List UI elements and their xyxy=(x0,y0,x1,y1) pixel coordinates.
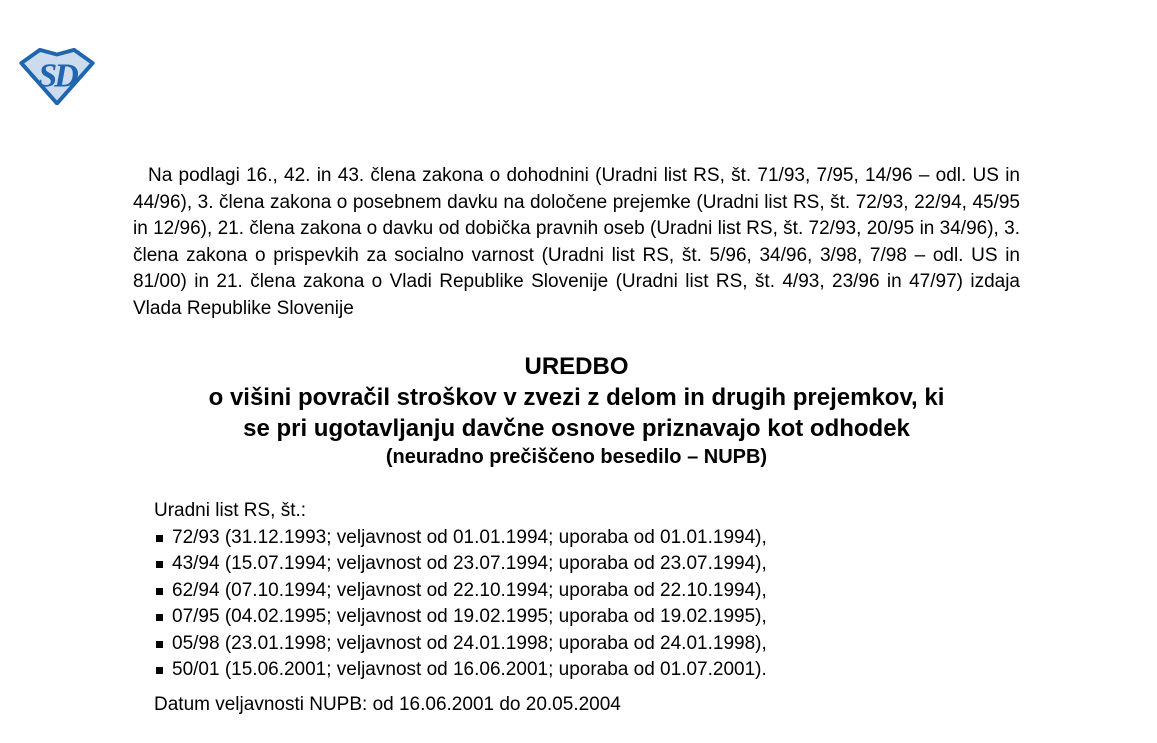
gazette-item xyxy=(154,525,1020,552)
gazette-item xyxy=(154,631,1020,658)
gazette-item-text: 43/94 (15.07.1994; veljavnost od 23.07.1994; uporaba od 23.07.1994), xyxy=(172,553,767,574)
sd-logo-graphic xyxy=(18,46,96,105)
title-block xyxy=(133,351,1020,471)
legal-basis-paragraph: Na podlagi 16., 42. in 43. člena zakona o dohodnini (Uradni list RS, št. 71/93, 7/95, 14/96 – odl. US in 44/96), 3. člena zakona o posebnem davku na določene prejemke (Uradni list RS, št. 72/93, 22/94, 45/95 in 12/96), 21. člena zakona o davku od dobička pravnih oseb (Uradni list RS, št. 72/93, 20/95 in 34/96), 3. člena zakona o prispevkih za socialno varnost (Uradni list RS, št. 5/96, 34/96, 3/98, 7/98 – odl. US in 81/00) in 21. člena zakona o Vladi Republike Slovenije (Uradni list RS, št. 4/93, 23/96 in 47/97) izdaja Vlada Republike Slovenije xyxy=(133,165,1020,319)
document-title-note: (neuradno prečiščeno besedilo – NUPB) xyxy=(385,446,768,468)
gazette-item-text: 72/93 (31.12.1993; veljavnost od 01.01.1994; uporaba od 01.01.1994), xyxy=(172,526,767,548)
gazette-list xyxy=(154,525,1020,684)
gazette-item xyxy=(154,657,1020,684)
document-content xyxy=(133,163,1020,718)
gazette-item xyxy=(154,604,1020,631)
sd-logo xyxy=(18,46,96,105)
square-bullet-icon xyxy=(156,641,163,648)
gazette-item xyxy=(154,578,1020,605)
gazette-item xyxy=(154,551,1020,578)
document-title: UREDBO xyxy=(524,353,629,380)
logo-letters: SD xyxy=(38,57,76,95)
validity-line: Datum veljavnosti NUPB: od 16.06.2001 do 20.05.2004 xyxy=(154,693,621,715)
square-bullet-icon xyxy=(156,561,163,568)
square-bullet-icon xyxy=(156,667,163,674)
gazette-section xyxy=(133,498,1020,684)
gazette-item-text: 05/98 (23.01.1998; veljavnost od 24.01.1998; uporaba od 24.01.1998), xyxy=(172,632,767,654)
square-bullet-icon xyxy=(156,614,163,621)
gazette-item-text: 62/94 (07.10.1994; veljavnost od 22.10.1994; uporaba od 22.10.1994), xyxy=(172,579,767,601)
gazette-item-text: 07/95 (04.02.1995; veljavnost od 19.02.1995; uporaba od 19.02.1995), xyxy=(172,606,767,627)
document-subtitle-line2: se pri ugotavljanju davčne osnove priznavajo kot odhodek xyxy=(243,415,910,442)
square-bullet-icon xyxy=(156,588,163,595)
square-bullet-icon xyxy=(156,535,163,542)
document-subtitle-line1: o višini povračil stroškov v zvezi z delom in drugih prejemkov, ki xyxy=(208,384,945,411)
gazette-item-text: 50/01 (15.06.2001; veljavnost od 16.06.2001; uporaba od 01.07.2001). xyxy=(172,659,767,680)
gazette-heading: Uradni list RS, št.: xyxy=(154,500,307,521)
